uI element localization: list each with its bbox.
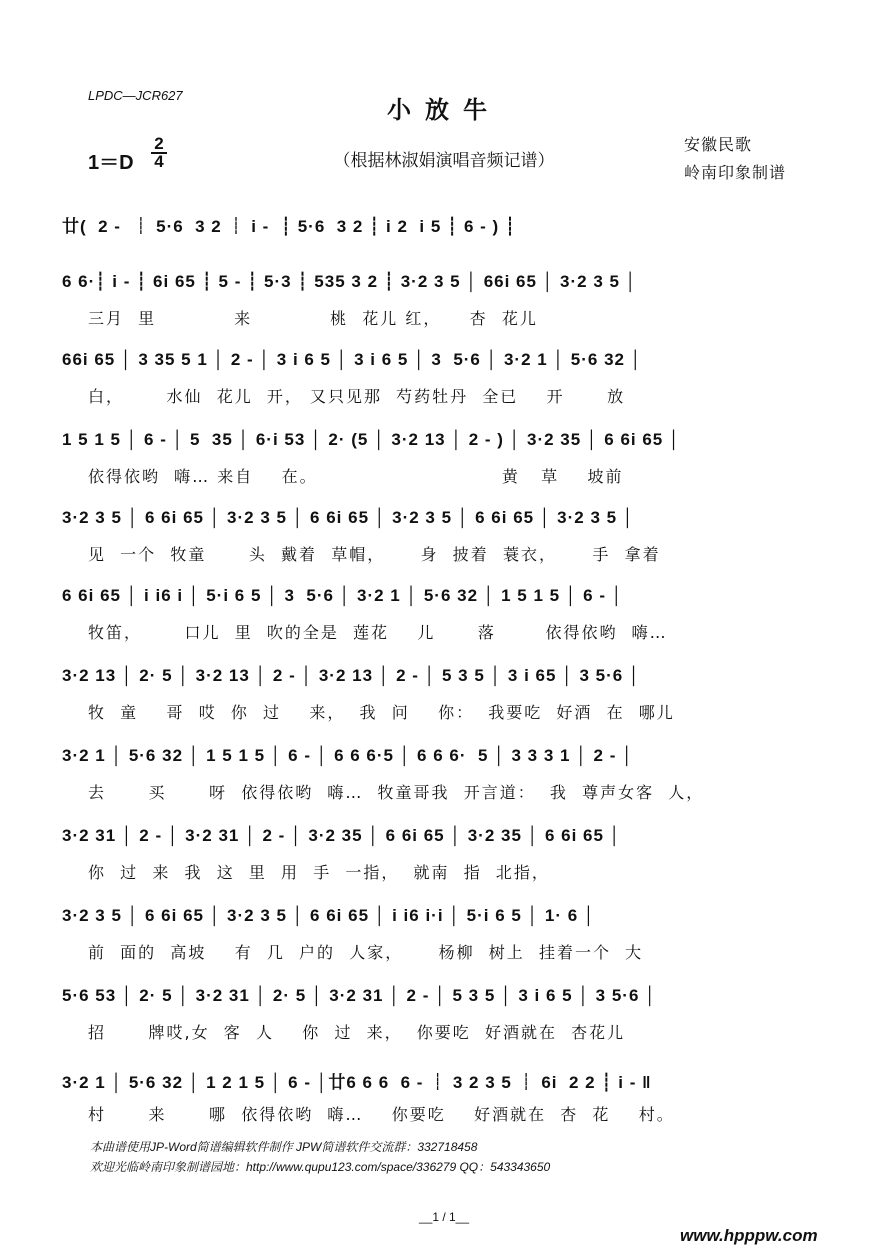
lyric-row: 白， 水仙 花儿 开， 又只见那 芍药牡丹 全已 开 放: [88, 387, 626, 406]
lyric-row: 你 过 来 我 这 里 用 手 一指， 就南 指 北指，: [88, 863, 550, 882]
time-denominator: 4: [154, 152, 164, 171]
footer-software-note: 本曲谱使用JP-Word简谱编辑软件制作 JPW简谱软件交流群：332718458: [90, 1140, 478, 1154]
lyric-row: 招 牌哎,女 客 人 你 过 来， 你要吃 好酒就在 杏花儿: [88, 1023, 626, 1042]
notation-row: 3·2 3 5 │ 6 6i 65 │ 3·2 3 5 │ 6 6i 65 │ 3·2 3 5 │ 6 6i 65 │ 3·2 3 5 │: [62, 508, 635, 527]
footer-contact-note: 欢迎光临岭南印象制谱园地：http://www.qupu123.com/space/336279 QQ：543343650: [90, 1160, 551, 1174]
notation-row: 廿( 2 - ┊ 5·6 3 2 ┊ i - ┊ 5·6 3 2 ┊ i 2 i 5 ┊ 6 - ) ┊: [62, 217, 517, 236]
notation-row: 3·2 1 │ 5·6 32 │ 1 5 1 5 │ 6 - │ 6 6 6·5 │ 6 6 6· 5 │ 3 3 3 1 │ 2 - │: [62, 746, 634, 765]
lyric-row: 见 一个 牧童 头 戴着 草帽， 身 披着 蓑衣， 手 拿着: [88, 545, 661, 564]
score-code: LPDC—JCR627: [88, 88, 183, 103]
song-title: 小放牛: [387, 95, 501, 124]
notation-row: 3·2 1 │ 5·6 32 │ 1 2 1 5 │ 6 - │廿6 6 6 6 - ┊ 3 2 3 5 ┊ 6i 2 2 ┊ i - ‖: [62, 1073, 652, 1092]
notation-row: 6 6·┊ i - ┊ 6i 65 ┊ 5 - ┊ 5·3 ┊ 535 3 2 ┊ 3·2 3 5 │ 66i 65 │ 3·2 3 5 │: [62, 272, 638, 291]
song-origin: 安徽民歌: [684, 135, 753, 154]
notation-row: 1 5 1 5 │ 6 - │ 5 35 │ 6·i 53 │ 2· (5 │ 3·2 13 │ 2 - ) │ 3·2 35 │ 6 6i 65 │: [62, 430, 681, 449]
arranger: 岭南印象制谱: [684, 163, 787, 182]
site-watermark: www.hpppw.com: [680, 1226, 818, 1245]
page-number: __1 / 1__: [418, 1210, 470, 1224]
notation-row: 3·2 31 │ 2 - │ 3·2 31 │ 2 - │ 3·2 35 │ 6 6i 65 │ 3·2 35 │ 6 6i 65 │: [62, 826, 622, 845]
lyric-row: 依得依哟 嗨… 来自 在。 黄 草 坡前: [88, 467, 624, 486]
key-signature: 1＝D: [88, 152, 134, 174]
notation-row: 5·6 53 │ 2· 5 │ 3·2 31 │ 2· 5 │ 3·2 31 │ 2 - │ 5 3 5 │ 3 i 6 5 │ 3 5·6 │: [62, 986, 657, 1005]
lyric-row: 去 买 呀 依得依哟 嗨… 牧童哥我 开言道： 我 尊声女客 人，: [88, 783, 705, 802]
lyric-row: 村 来 哪 依得依哟 嗨… 你要吃 好酒就在 杏 花 村。: [88, 1105, 675, 1124]
lyric-row: 牧 童 哥 哎 你 过 来， 我 问 你： 我要吃 好酒 在 哪儿: [88, 703, 675, 722]
notation-row: 3·2 3 5 │ 6 6i 65 │ 3·2 3 5 │ 6 6i 65 │ i i6 i·i │ 5·i 6 5 │ 1· 6 │: [62, 906, 596, 925]
song-subtitle: （根据林淑娟演唱音频记谱）: [333, 151, 555, 171]
lyric-row: 前 面的 高坡 有 几 户的 人家， 杨柳 树上 挂着一个 大: [88, 943, 644, 962]
lyric-row: 牧笛， 口儿 里 吹的全是 莲花 儿 落 依得依哟 嗨…: [88, 623, 668, 642]
lyric-row: 三月 里 来 桃 花儿 红， 杏 花儿: [88, 309, 538, 328]
notation-row: 6 6i 65 │ i i6 i │ 5·i 6 5 │ 3 5·6 │ 3·2 1 │ 5·6 32 │ 1 5 1 5 │ 6 - │: [62, 586, 624, 605]
time-numerator: 2: [154, 134, 164, 153]
notation-row: 3·2 13 │ 2· 5 │ 3·2 13 │ 2 - │ 3·2 13 │ 2 - │ 5 3 5 │ 3 i 65 │ 3 5·6 │: [62, 666, 641, 685]
notation-row: 66i 65 │ 3 35 5 1 │ 2 - │ 3 i 6 5 │ 3 i 6 5 │ 3 5·6 │ 3·2 1 │ 5·6 32 │: [62, 350, 643, 369]
